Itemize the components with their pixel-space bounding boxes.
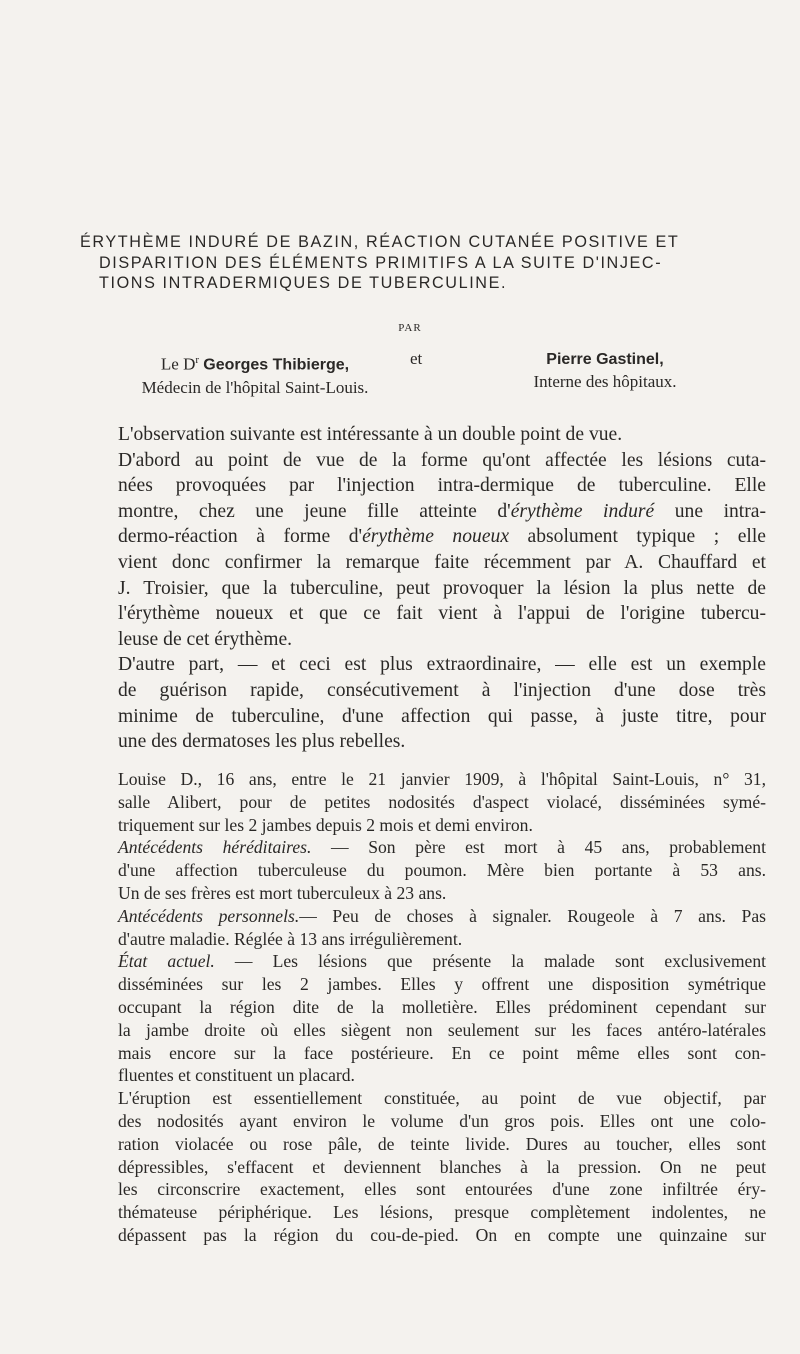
text-line: ration violacée ou rose pâle, de teinte livide. Dures au toucher, elles sont (118, 1133, 766, 1154)
text-line: D'autre part, — et ceci est plus extraordinaire, — elle est un exemple (118, 654, 766, 676)
text-line: vient donc confirmer la remarque faite récemment par A. Chauffard et (118, 551, 766, 573)
text-line: des nodosités ayant environ le volume d'un gros pois. Elles ont une colo- (118, 1110, 766, 1131)
text-line: L'éruption est essentiellement constituée, au point de vue objectif, par (118, 1088, 766, 1109)
text-line: de guérison rapide, consécutivement à l'injection d'une dose très (118, 679, 766, 701)
section-label: Antécédents héréditaires. (118, 837, 312, 858)
section-label: Antécédents personnels. (118, 905, 300, 926)
author-role: Médecin de l'hôpital Saint-Louis. (141, 377, 369, 397)
article-title (80, 232, 760, 294)
text-line: Un de ses frères est mort tuberculeux à 23 ans. (118, 882, 447, 903)
italic-term: érythème induré (510, 500, 655, 522)
text-line: l'érythème noueux et que ce fait vient à l'appui de l'origine tubercu- (118, 603, 766, 625)
text-run: — Peu de choses à signaler. Rougeole à 7 ans. Pas (299, 905, 766, 926)
text-line: d'une affection tuberculeuse du poumon. Mère bien portante à 53 ans. (118, 860, 766, 881)
author-name: Georges Thibierge, (203, 356, 350, 374)
text-run: — Son père est mort à 45 ans, probablement (311, 837, 766, 858)
title-line: DISPARITION DES ÉLÉMENTS PRIMITIFS A LA SUITE D'INJEC- (99, 253, 663, 272)
text-line: minime de tuberculine, d'une affection qui passe, à juste titre, pour (118, 705, 766, 727)
author-gastinel (480, 349, 730, 393)
byline-par: PAR (398, 322, 422, 334)
author-thibierge (110, 349, 400, 399)
text-line: nées provoquées par l'injection intra-dermique de tuberculine. Elle (118, 475, 766, 497)
text-run: une intra- (654, 500, 766, 522)
text-line (118, 905, 766, 928)
text-line (118, 499, 766, 525)
text-line: D'abord au point de vue de la forme qu'ont affectée les lésions cuta- (118, 449, 766, 471)
case-text (118, 768, 766, 1247)
text-line: salle Alibert, pour de petites nodosités d'aspect violacé, disséminées symé- (118, 791, 766, 812)
section-label: État actuel. (118, 951, 215, 972)
text-line: une des dermatoses les plus rebelles. (118, 731, 406, 753)
text-line: mais encore sur la face postérieure. En ce point même elles sont con- (118, 1042, 766, 1063)
text-line (118, 950, 766, 973)
title-line: TIONS INTRADERMIQUES DE TUBERCULINE. (99, 274, 508, 292)
text-line: occupant la région dite de la molletière. Elles prédominent cependant sur (118, 996, 766, 1017)
text-line: dépressibles, s'effacent et deviennent blanches à la pression. On ne peut (118, 1156, 766, 1177)
text-line: triquement sur les 2 jambes depuis 2 mois et demi environ. (118, 814, 533, 835)
author-title-sup: r (195, 354, 200, 366)
italic-term: érythème noueux (362, 526, 510, 548)
text-line: disséminées sur les 2 jambes. Elles y offrent une disposition symétrique (118, 974, 766, 995)
intro-text (118, 422, 766, 755)
text-run: absolument typique ; elle (509, 526, 766, 548)
author-name: Pierre Gastinel, (546, 351, 664, 368)
text-run: dermo-réaction à forme d' (118, 526, 363, 548)
text-line: thémateuse périphérique. Les lésions, presque complètement indolentes, ne (118, 1202, 766, 1223)
text-line: les circonscrire exactement, elles sont entourées d'une zone infiltrée éry- (118, 1179, 766, 1200)
author-title-prefix: Le D (160, 354, 196, 374)
author-conjunction: et (410, 349, 423, 368)
text-line (118, 524, 766, 550)
text-line: Louise D., 16 ans, entre le 21 janvier 1909, à l'hôpital Saint-Louis, n° 31, (118, 769, 766, 789)
text-line: J. Troisier, que la tuberculine, peut provoquer la lésion la plus nette de (118, 577, 766, 599)
text-line: dépassent pas la région du cou-de-pied. On en compte une quinzaine sur (118, 1224, 766, 1245)
author-role: Interne des hôpitaux. (533, 372, 677, 391)
text-line: fluentes et constituent un placard. (118, 1065, 355, 1086)
text-line: d'autre maladie. Réglée à 13 ans irrégulièrement. (118, 928, 463, 949)
text-line: L'observation suivante est intéressante à un double point de vue. (118, 424, 623, 445)
text-line: leuse de cet érythème. (118, 628, 293, 650)
text-line (118, 836, 766, 859)
text-line: la jambe droite où elles siègent non seulement sur les faces antéro-latérales (118, 1019, 766, 1040)
title-line: ÉRYTHÈME INDURÉ DE BAZIN, RÉACTION CUTANÉE POSITIVE ET (80, 233, 680, 251)
text-run: montre, chez une jeune fille atteinte d' (118, 500, 511, 522)
text-run: — Les lésions que présente la malade sont exclusivement (214, 951, 766, 972)
